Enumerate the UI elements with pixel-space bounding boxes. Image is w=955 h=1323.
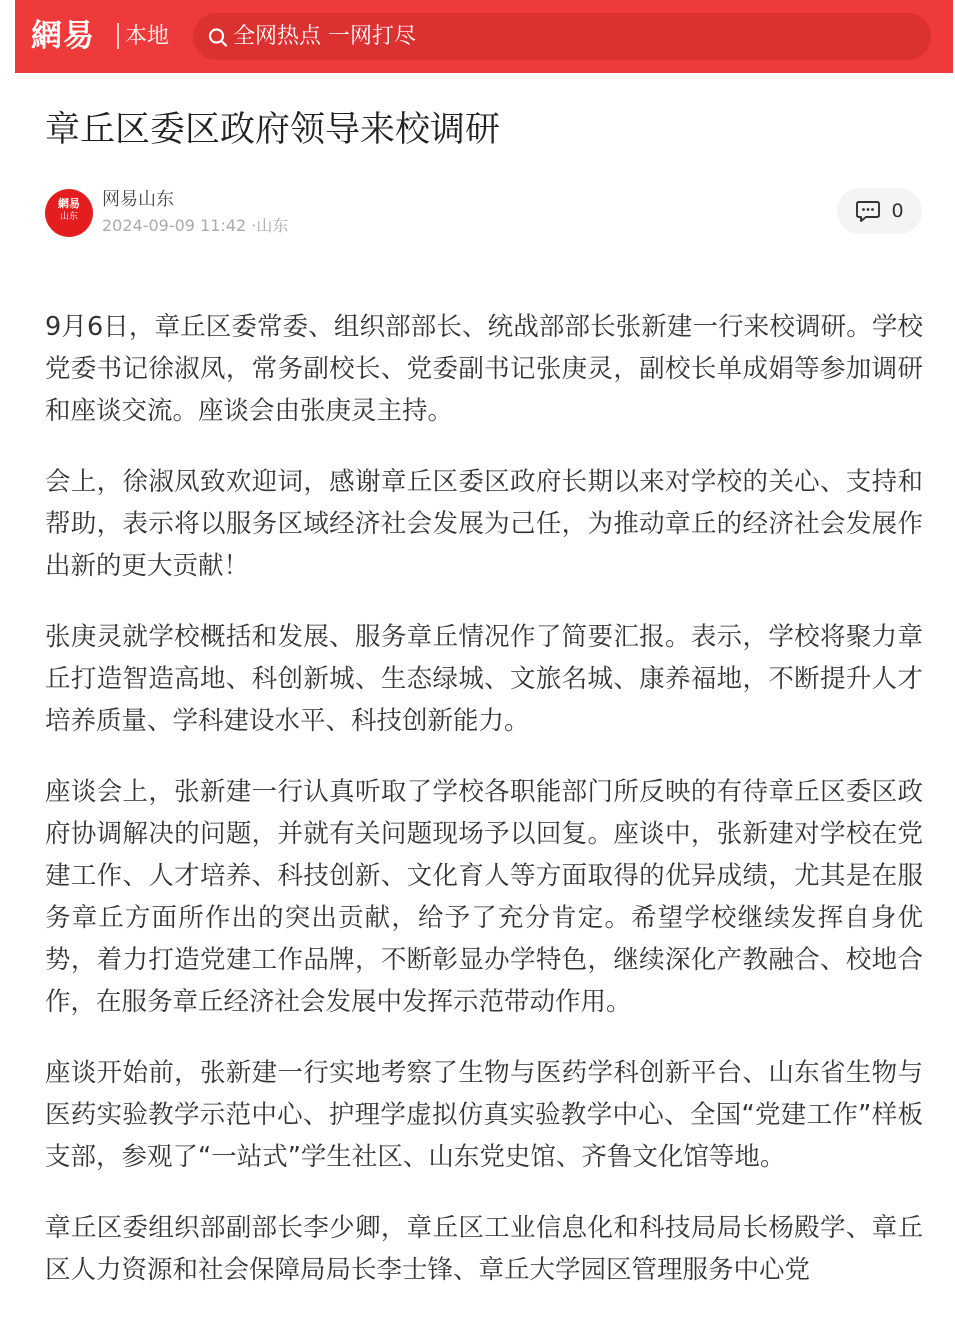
article-paragraph: 座谈开始前，张新建一行实地考察了生物与医药学科创新平台、山东省生物与医药实验教学示范中心、护理学虚拟仿真实验教学中心、全国“党建工作”样板支部，参观了“一站式”学生社区、山东党史馆、齐鲁文化馆等地。 xyxy=(45,1058,923,1172)
comment-icon xyxy=(855,199,881,223)
comment-count: 0 xyxy=(891,200,904,222)
article-paragraph: 座谈会上，张新建一行认真听取了学校各职能部门所反映的有待章丘区委区政府协调解决的问题，并就有关问题现场予以回复。座谈中，张新建对学校在党建工作、人才培养、科技创新、文化育人等方面取得的优异成绩，尤其是在服务章丘方面所作出的突出贡献，给予了充分肯定。希望学校继续发挥自身优势，着力打造党建工作品牌，不断彰显办学特色，继续深化产教融合、校地合作，在服务章丘经济社会发展中发挥示范带动作用。 xyxy=(45,777,923,1017)
publish-datetime: 2024-09-09 11:42 xyxy=(102,216,247,235)
channel-local-link[interactable]: 本地 xyxy=(125,24,170,49)
author-name[interactable]: 网易山东 xyxy=(102,189,174,210)
top-nav-bar xyxy=(15,0,953,73)
search-bar[interactable] xyxy=(193,13,931,60)
article-body xyxy=(45,306,923,1320)
article-paragraph: 会上，徐淑凤致欢迎词，感谢章丘区委区政府长期以来对学校的关心、支持和帮助，表示将以服务区域经济社会发展为己任，为推动章丘的经济社会发展作出新的更大贡献！ xyxy=(45,467,923,581)
logo-divider xyxy=(117,23,119,49)
search-placeholder: 全网热点 一网打尽 xyxy=(233,24,416,49)
article-paragraph: 9月6日，章丘区委常委、组织部部长、统战部部长张新建一行来校调研。学校党委书记徐淑凤，常务副校长、党委副书记张庚灵，副校长单成娟等参加调研和座谈交流。座谈会由张庚灵主持。 xyxy=(45,312,923,426)
article-title: 章丘区委区政府领导来校调研 xyxy=(45,110,501,150)
author-avatar[interactable] xyxy=(45,189,93,237)
avatar-logo-text: 網易 xyxy=(58,197,80,210)
article-meta xyxy=(102,214,288,238)
comment-button[interactable] xyxy=(837,188,922,234)
publish-location: ·山东 xyxy=(251,216,289,235)
avatar-region-text: 山东 xyxy=(59,212,78,222)
netease-logo[interactable]: 網易 xyxy=(31,18,95,54)
search-icon xyxy=(207,26,229,48)
article-paragraph: 张庚灵就学校概括和发展、服务章丘情况作了简要汇报。表示，学校将聚力章丘打造智造高地、科创新城、生态绿城、文旅名城、康养福地，不断提升人才培养质量、学科建设水平、科技创新能力。 xyxy=(45,622,923,736)
article-paragraph: 章丘区委组织部副部长李少卿，章丘区工业信息化和科技局局长杨殿学、章丘区人力资源和社会保障局局长李士锋、章丘大学园区管理服务中心党 xyxy=(45,1213,923,1285)
